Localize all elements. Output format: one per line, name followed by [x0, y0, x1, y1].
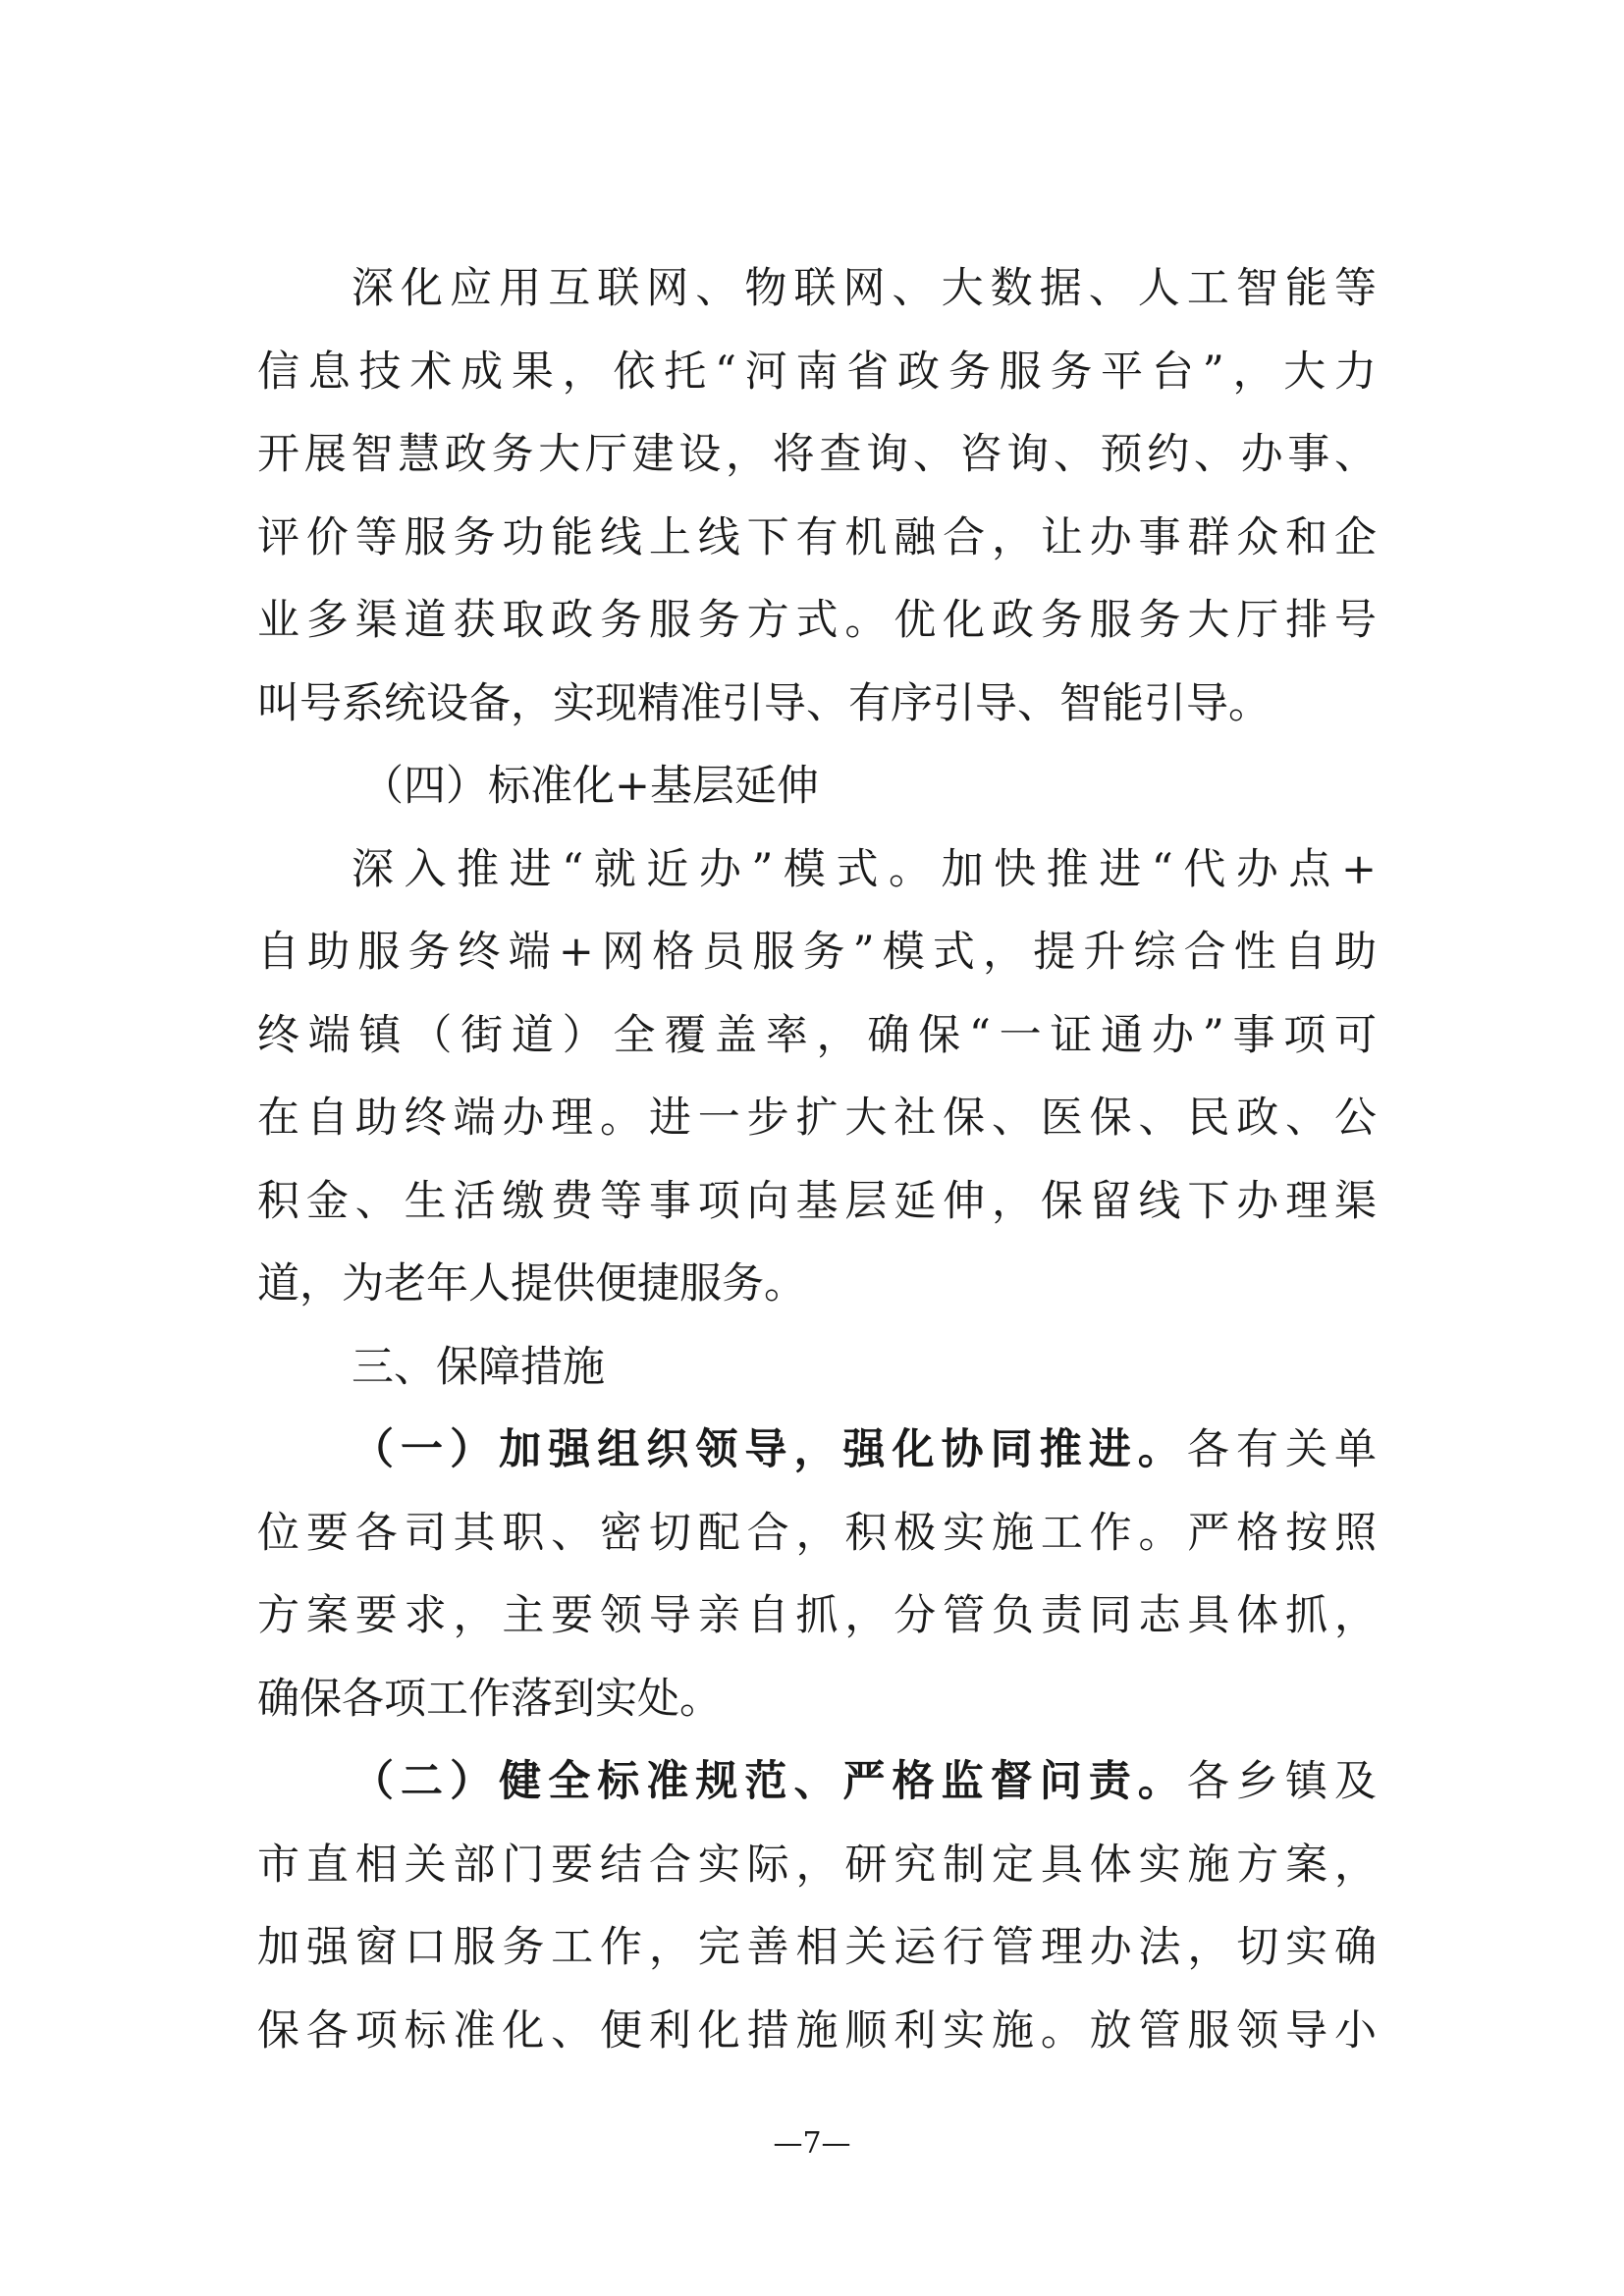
paragraph-line: 积金、生活缴费等事项向基层延伸，保留线下办理渠: [257, 1176, 1377, 1226]
paragraph-bold-lead: （一）加强组织领导，强化协同推进。: [352, 1425, 1187, 1474]
paragraph-line: 方案要求，主要领导亲自抓，分管负责同志具体抓，: [257, 1591, 1377, 1640]
paragraph-line: 保各项标准化、便利化措施顺利实施。放管服领导小: [257, 2005, 1377, 2056]
paragraph-line: 在自助终端办理。进一步扩大社保、医保、民政、公: [257, 1094, 1377, 1143]
section-heading: 三、保障措施: [352, 1342, 605, 1392]
paragraph-bold-lead: （二）健全标准规范、严格监督问责。: [352, 1757, 1187, 1806]
page-number: —7—: [773, 2126, 851, 2161]
paragraph-line: 终端镇（街道）全覆盖率，确保“一证通办”事项可: [257, 1010, 1377, 1060]
section-subheading: （四）标准化+基层延伸: [361, 762, 820, 811]
paragraph-line: [257, 1409, 1377, 1492]
paragraph-line: 自助服务终端+网格员服务”模式，提升综合性自助: [257, 928, 1377, 977]
paragraph-line: 市直相关部门要结合实际，研究制定具体实施方案，: [257, 1840, 1377, 1890]
paragraph-text: 各有关单: [1186, 1425, 1378, 1474]
paragraph-line: 叫号系统设备，实现精准引导、有序引导、智能引导。: [257, 678, 1271, 728]
paragraph-line: 深化应用互联网、物联网、大数据、人工智能等: [352, 264, 1377, 313]
paragraph-line: 业多渠道获取政务服务方式。优化政务服务大厅排号: [257, 596, 1377, 645]
paragraph-line: 深入推进“就近办”模式。加快推进“代办点+: [352, 844, 1377, 894]
paragraph-line: 道，为老年人提供便捷服务。: [257, 1259, 806, 1308]
paragraph-text: 各乡镇及: [1186, 1757, 1378, 1806]
paragraph-line: 信息技术成果，依托“河南省政务服务平台”，大力: [257, 347, 1377, 397]
paragraph-line: [257, 1740, 1377, 1824]
body-text: [257, 247, 1377, 2072]
paragraph-line: 评价等服务功能线上线下有机融合，让办事群众和企: [257, 512, 1377, 562]
paragraph-line: 加强窗口服务工作，完善相关运行管理办法，切实确: [257, 1923, 1377, 1972]
paragraph-line: 位要各司其职、密切配合，积极实施工作。严格按照: [257, 1508, 1377, 1558]
paragraph-line: 确保各项工作落到实处。: [257, 1674, 722, 1724]
paragraph-line: 开展智慧政务大厅建设，将查询、咨询、预约、办事、: [257, 430, 1377, 479]
